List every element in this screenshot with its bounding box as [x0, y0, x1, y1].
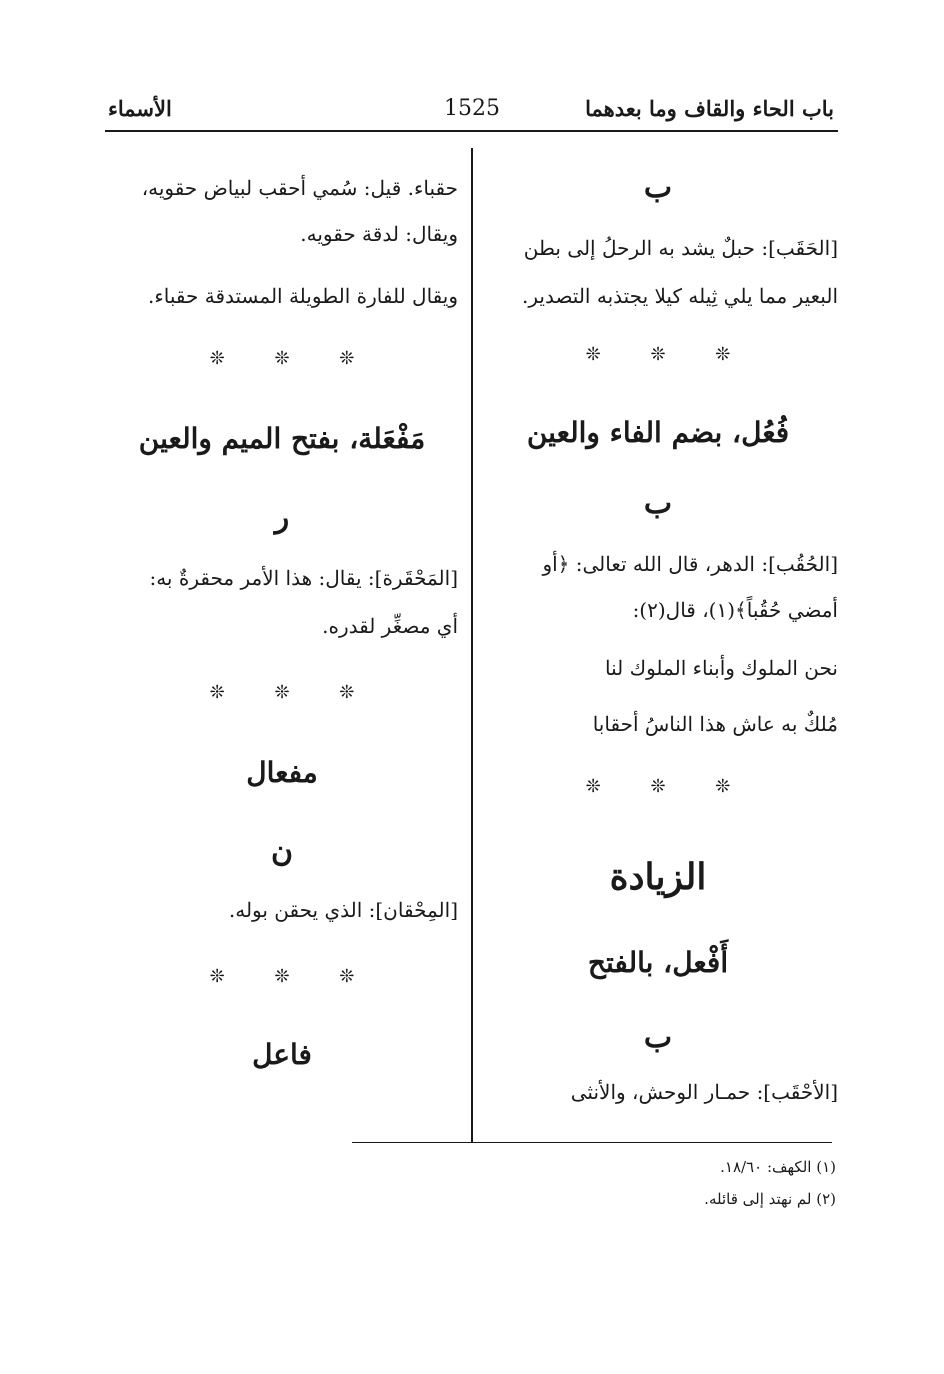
- letter-heading: ن: [270, 834, 294, 869]
- footnote-rule: [352, 1142, 832, 1143]
- entry-text: [الحُقُب]: الدهر، قال الله تعالى: ﴿أو: [542, 552, 838, 576]
- section-separator: ❊ ❊ ❊: [585, 344, 753, 365]
- footnote-1: (١) الكهف: ١٨/٦٠.: [720, 1158, 836, 1176]
- entry-text: [المِحْقان]: الذي يحقن بوله.: [228, 898, 458, 922]
- footnote-2: (٢) لم نهتد إلى قائله.: [704, 1190, 836, 1208]
- pattern-heading: أَفْعل، بالفتح: [587, 946, 729, 979]
- header-chapter-title: باب الحاء والقاف وما بعدهما: [585, 96, 834, 121]
- entry-text: أي مصغِّر لقدره.: [322, 614, 458, 638]
- entry-text: البعير مما يلي ثِيله كيلا يجتذبه التصدير.: [522, 284, 838, 308]
- entry-text: حقباء. قيل: سُمي أحقب لبياض حقويه،: [141, 176, 458, 200]
- page-number: 1525: [444, 96, 500, 121]
- letter-heading: ب: [643, 170, 673, 205]
- entry-text: ويقال للفارة الطويلة المستدقة حقباء.: [148, 284, 458, 308]
- entry-text: ويقال: لدقة حقويه.: [300, 222, 458, 246]
- pattern-heading: فُعُل، بضم الفاء والعين: [526, 416, 790, 449]
- poetry-verse: مُلكٌ به عاش هذا الناسُ أحقابا: [592, 712, 838, 736]
- entry-text: [الأحْقَب]: حمـار الوحش، والأنثى: [570, 1080, 838, 1104]
- column-divider: [471, 148, 473, 1143]
- entry-text: أمضي حُقُباً﴾(١)، قال(٢):: [632, 598, 838, 622]
- header-section-title: الأسماء: [108, 96, 172, 121]
- pattern-heading: مَفْعَلة، بفتح الميم والعين: [138, 422, 426, 455]
- letter-heading: ر: [274, 500, 290, 535]
- section-separator: ❊ ❊ ❊: [209, 348, 377, 369]
- poetry-verse: نحن الملوك وأبناء الملوك لنا: [605, 656, 838, 680]
- pattern-heading: فاعل: [252, 1038, 312, 1071]
- section-separator: ❊ ❊ ❊: [585, 776, 753, 797]
- header-rule: [105, 130, 838, 132]
- pattern-heading: مفعال: [246, 756, 318, 789]
- major-section-heading: الزيادة: [609, 856, 707, 898]
- section-separator: ❊ ❊ ❊: [209, 966, 377, 987]
- entry-text: [المَحْقَرة]: يقال: هذا الأمر محقرةٌ به:: [149, 566, 458, 590]
- letter-heading: ب: [643, 486, 673, 521]
- letter-heading: ب: [643, 1020, 673, 1055]
- entry-text: [الحَقَب]: حبلٌ يشد به الرحلُ إلى بطن: [523, 236, 838, 260]
- section-separator: ❊ ❊ ❊: [209, 682, 377, 703]
